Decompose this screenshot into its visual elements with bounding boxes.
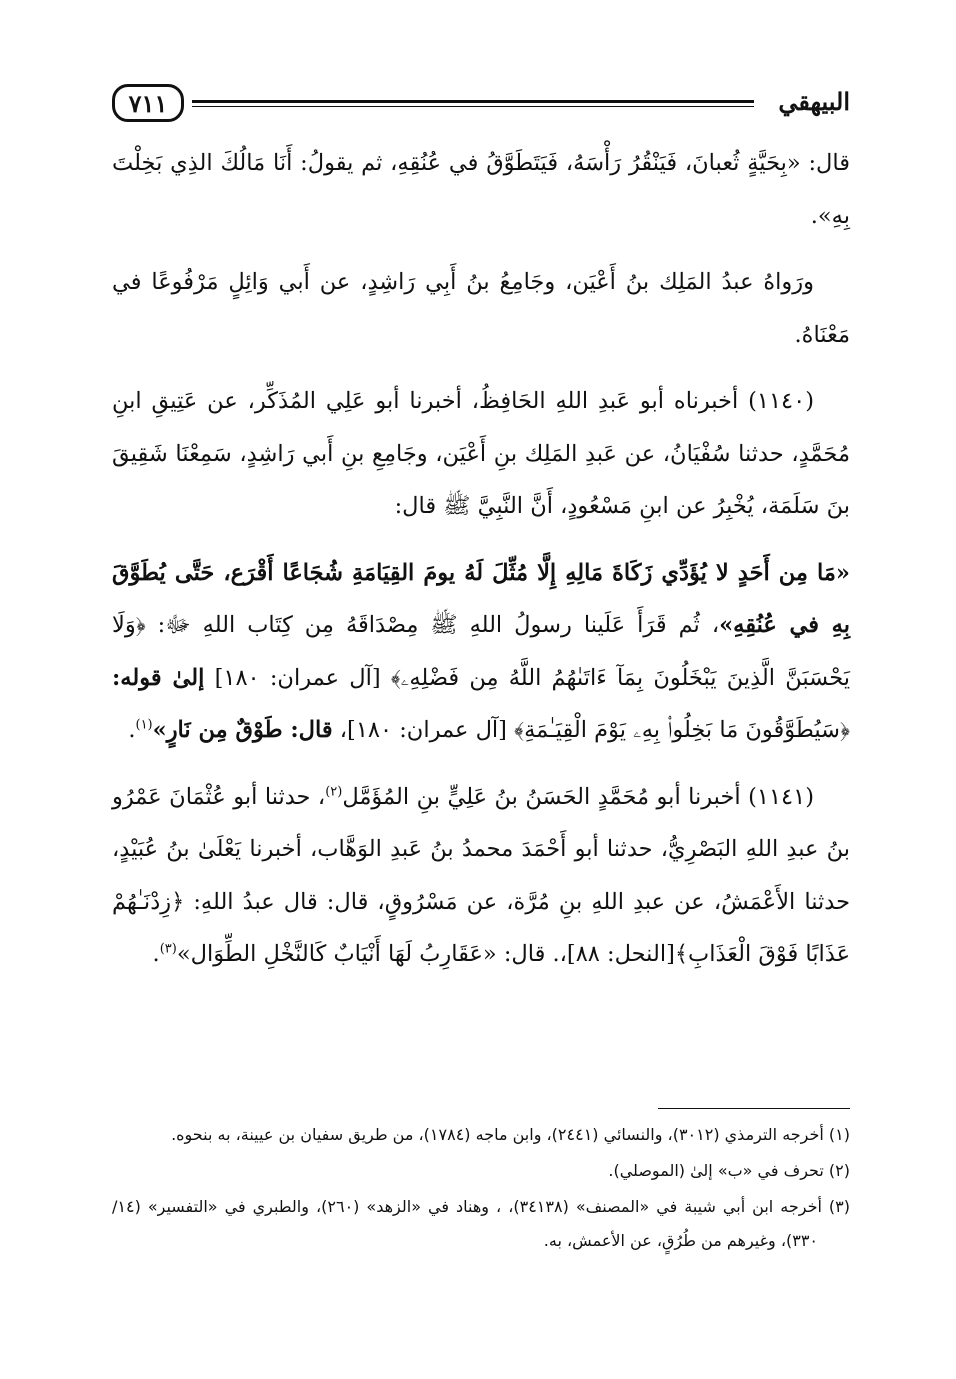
footnote-separator bbox=[658, 1108, 850, 1109]
isnad-rest: ، حدثنا أبو عُثْمَانَ عَمْرُو بنُ عبدِ اللهِ البَصْرِيُّ، حدثنا أبو أَحْمَدَ محمدُ بنُ عَبدِ الوَهَّاب، أخبرنا يَعْلَىٰ بنُ عُبَيْدٍ، حدثنا الأَعْمَشُ، عن عبدِ اللهِ بنِ مُرَّة، عن مَسْرُوقٍ، قال: قال عبدُ اللهِ: ﴿زِدْنَـٰهُمْ عَذَابًا فَوْقَ الْعَذَابِ﴾[النحل: ٨٨]،. قال: «عَقَارِبُ لَهَا أَنْيَابٌ كَالنَّخْلِ الطِّوَال» bbox=[112, 783, 850, 967]
main-text bbox=[112, 137, 850, 995]
footnote-2: (٢) تحرف في «ب» إلىٰ (الموصلي). bbox=[608, 1161, 850, 1180]
paragraph-hadith-1141 bbox=[112, 771, 850, 981]
paragraph-hadith-1140: (١١٤٠) أخبرناه أبو عَبدِ اللهِ الحَافِظُ، أخبرنا أبو عَلِي المُذَكِّر، عن عَتِيقِ ابنِ مُحَمَّدٍ، حدثنا سُفْيَانُ، عن عَبدِ المَلِك بنِ أَعْيَن، وجَامِعِ بنِ أَبي رَاشِدٍ، سَمِعْنَا شَقِيقَ بنَ سَلَمَة، يُخْبِرُ عن ابنِ مَسْعُودٍ، أَنَّ النَّبِيَّ ﷺ قال: bbox=[112, 388, 850, 519]
footnote-ref-1: (١) bbox=[135, 717, 153, 733]
quran-citation-1: ، ثُم قَرَأَ عَلَينا رسولُ اللهِ ﷺ مِصْدَاقَهُ مِن كِتَاب اللهِ ﷻ: ﴿وَلَا يَحْسَبَنَّ الَّذِينَ يَبْخَلُونَ بِمَآ ءَاتَىٰهُمُ اللَّهُ مِن فَضْلِهِۦ﴾ [آل عمران: ١٨٠] bbox=[112, 612, 851, 691]
quran-citation-2: ﴿سَيُطَوَّقُونَ مَا بَخِلُوا۟ بِهِۦ يَوْمَ الْقِيَـٰمَةِ﴾ [آل عمران: ١٨٠]، bbox=[332, 717, 850, 743]
footnote-ref-2: (٢) bbox=[325, 784, 343, 799]
paragraph-2: ورَواهُ عبدُ المَلِك بنُ أَعْيَن، وجَامِعُ بنُ أَبِي رَاشِدٍ، عن أَبي وَائِلٍ مَرْفُوعًا في مَعْنَاهُ. bbox=[112, 269, 850, 348]
hadith-ending: قال: طَوْقٌ مِن نَارٍ» bbox=[152, 717, 333, 743]
footnote-ref-3: (٣) bbox=[159, 941, 177, 957]
paragraph-1: قال: «بِحَيَّةٍ ثُعبانَ، فَيَنْقُرُ رَأْسَهُ، فَيَتَطَوَّقُ في عُنُقِهِ، ثم يقولُ: أَنَا مَالُكَ الذِي بَخِلْتَ بِهِ». bbox=[112, 150, 850, 229]
period: . bbox=[152, 941, 160, 967]
period: . bbox=[128, 717, 136, 743]
running-title: البيهقي bbox=[778, 87, 850, 116]
ila-qawlih: إلىٰ قوله: bbox=[112, 664, 205, 691]
header-rule bbox=[192, 100, 754, 107]
footnotes bbox=[112, 1118, 850, 1260]
page-number: ٧١١ bbox=[112, 84, 184, 122]
isnad-start: (١١٤١) أخبرنا أبو مُحَمَّدٍ الحَسَنُ بنُ عَلِيٍّ بنِ المُؤَمَّل bbox=[342, 783, 814, 810]
hadith-quote: «مَا مِن أَحَدٍ لا يُؤَدِّي زَكَاةَ مَالِهِ إِلَّا مُثِّلَ لَهُ يومَ القِيَامَةِ شُجَاعًا أَقْرَع، حَتَّى يُطَوَّقَ بِهِ في عُنُقِهِ» bbox=[112, 559, 851, 638]
paragraph-hadith-text bbox=[112, 547, 850, 757]
footnote-3: (٣) أخرجه ابن أبي شيبة في «المصنف» (٣٤١٣٨)، ، وهناد في «الزهد» (٢٦٠)، والطبري في «التفسير» (١٤/ ٣٣٠)، وغيرهم من طُرُقٍ، عن الأعمش، به. bbox=[112, 1197, 851, 1250]
footnote-1: (١) أخرجه الترمذي (٣٠١٢)، والنسائي (٢٤٤١)، وابن ماجه (١٧٨٤)، من طريق سفيان بن عيينة، به بنحوه. bbox=[171, 1125, 850, 1144]
page-header bbox=[112, 82, 850, 128]
